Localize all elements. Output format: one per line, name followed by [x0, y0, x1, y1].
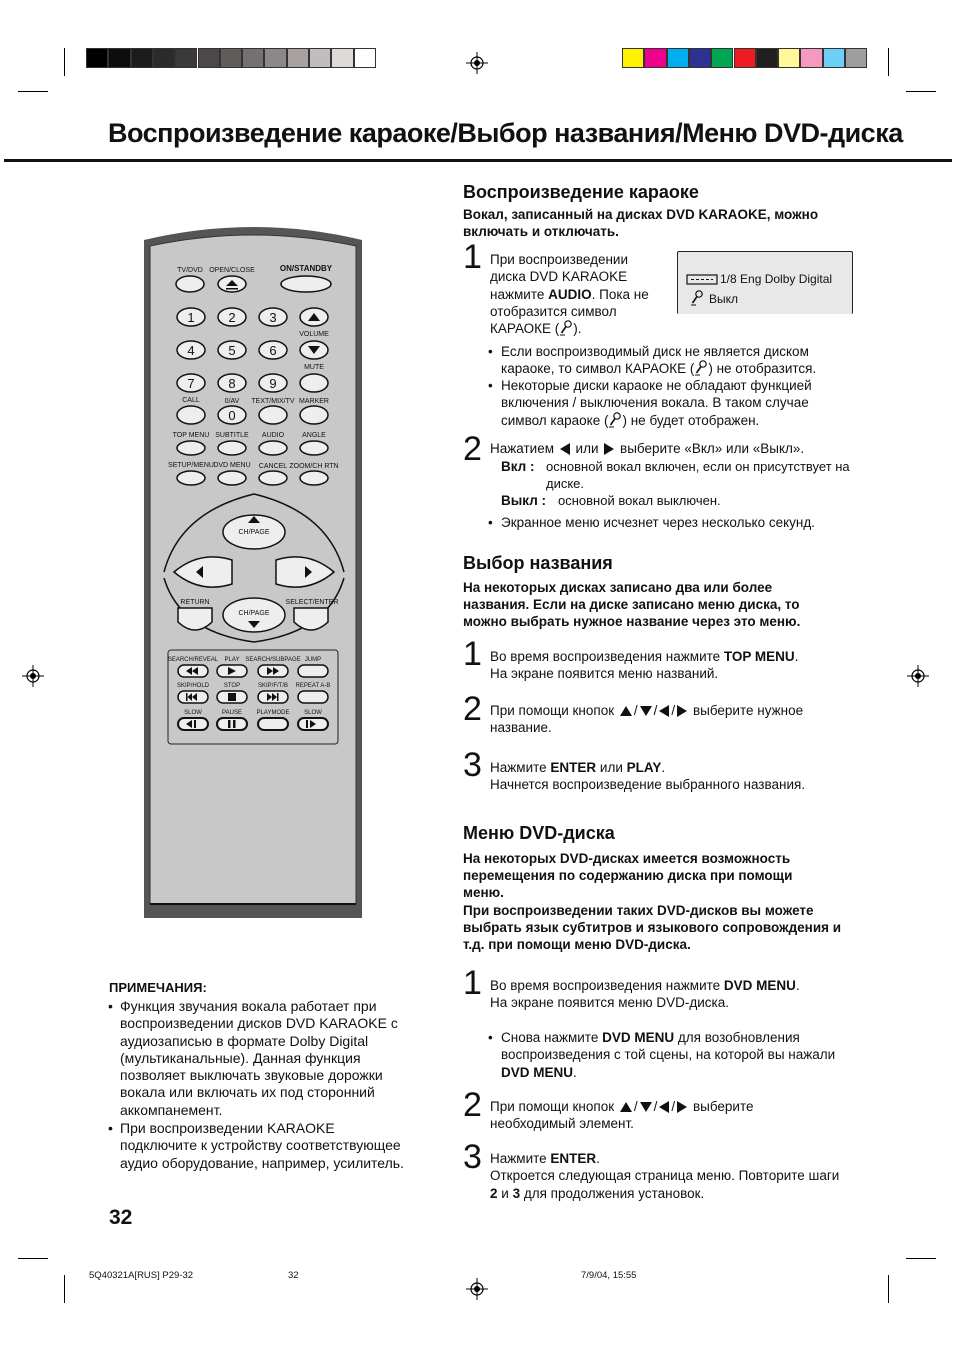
- footer-page: 32: [288, 1270, 299, 1281]
- calibration-swatch: [264, 48, 286, 68]
- dvd-menu-step1-text: Во время воспроизведения нажмите DVD MENU. На экране появится меню DVD-диска.: [490, 978, 800, 1011]
- audio-track-icon: [686, 274, 718, 286]
- slow-rev-button: [178, 718, 208, 730]
- pause-label: PAUSE: [222, 710, 242, 716]
- on-option-text: основной вокал включен, если он присутствует на диске.: [546, 459, 850, 492]
- digit-2-label: 2: [228, 310, 236, 325]
- digit-1-label: 1: [187, 310, 195, 325]
- calibration-swatch: [354, 48, 376, 68]
- note-item: • При воспроизведении KARAOKE подключите к устройству соответствующее аудио оборудование, например, усилитель.: [108, 1120, 404, 1171]
- down-arrow-icon: [640, 1102, 652, 1112]
- right-arrow-icon: [677, 1101, 687, 1113]
- jump-button: [298, 665, 328, 677]
- karaoke-step1-text: При воспроизведении диска DVD KARAOKE нажмите AUDIO. Пока не отобразится символ КАРАОКЕ ( ).: [490, 252, 649, 337]
- calibration-swatch: [242, 48, 264, 68]
- stop-icon: [228, 693, 236, 701]
- zero-av-label: 0/AV: [224, 398, 240, 405]
- karaoke-heading: Воспроизведение караоке: [463, 182, 699, 202]
- calibration-swatch: [153, 48, 175, 68]
- left-arrow-icon: [659, 705, 669, 717]
- digit-6-label: 6: [269, 343, 277, 358]
- crop-mark: [64, 1275, 65, 1303]
- on-standby-button: [281, 276, 331, 292]
- pause-button: [217, 718, 247, 730]
- footer-date: 7/9/04, 15:55: [581, 1270, 637, 1281]
- registration-mark-icon: [466, 1278, 488, 1300]
- top-menu-button: [177, 441, 205, 455]
- calibration-swatch: [198, 48, 220, 68]
- crop-mark: [906, 1258, 936, 1259]
- off-option-text: основной вокал выключен.: [558, 493, 721, 508]
- audio-button: [259, 441, 287, 455]
- dvd-menu-bullet: • Снова нажмите DVD MENU для возобновления воспроизведения с той сцены, на которой вы нажали DVD MENU.: [488, 1030, 836, 1080]
- setup-menu-button: [177, 471, 205, 485]
- slow-fwd-label: SLOW: [304, 710, 322, 716]
- crop-mark: [906, 91, 936, 92]
- ch-page-up-label: CH/PAGE: [238, 529, 270, 536]
- karaoke-bullet-1: • Если воспроизводимый диск не является диском караоке, то символ КАРАОКЕ ( ) не отобразится.: [488, 344, 817, 377]
- skip-hold-label: SKIP/HOLD: [176, 683, 210, 689]
- dvd-menu-heading: Меню DVD-диска: [463, 823, 615, 843]
- zoom-ch-rtn-button: [300, 471, 328, 485]
- digit-8-label: 8: [228, 376, 236, 391]
- karaoke-mic-icon: [694, 360, 708, 376]
- step-number: 2: [463, 430, 482, 468]
- calibration-swatch: [667, 48, 689, 68]
- crop-mark: [64, 48, 65, 76]
- karaoke-mic-icon: [559, 320, 573, 336]
- up-arrow-icon: [620, 706, 632, 716]
- right-arrow-icon: [604, 443, 614, 455]
- ch-page-down-label: CH/PAGE: [238, 610, 270, 617]
- repeat-ab-label: REPEAT A-B: [295, 683, 331, 689]
- karaoke-bullet-2: • Некоторые диски караоке не обладают функцией включения / выключения вокала. В таком случае символ караоке ( ) не будет отображен.: [488, 378, 812, 428]
- calibration-swatch: [287, 48, 309, 68]
- right-arrow-icon: [677, 705, 687, 717]
- on-option-label: Вкл :: [501, 459, 535, 474]
- zoom-ch-rtn-label: ZOOM/CH RTN: [289, 463, 339, 470]
- registration-mark-icon: [907, 665, 929, 687]
- digit-5-label: 5: [228, 343, 236, 358]
- return-button: [178, 608, 212, 630]
- calibration-swatch: [86, 48, 108, 68]
- cancel-button: [259, 471, 287, 485]
- osd-karaoke-status: Выкл: [709, 292, 739, 306]
- karaoke-mic-icon: [690, 290, 704, 306]
- karaoke-step2-text: Нажатием или выберите «Вкл» или «Выкл».: [490, 441, 805, 456]
- title-select-heading: Выбор названия: [463, 553, 613, 573]
- digit-9-label: 9: [269, 376, 277, 391]
- mute-button: [300, 374, 328, 392]
- angle-label: ANGLE: [302, 432, 326, 439]
- audio-label: AUDIO: [261, 432, 285, 439]
- search-reveal-label: SEARCH/REVEAL: [167, 657, 219, 663]
- note-item: • Функция звучания вокала работает при воспроизведении дисков DVD KARAOKE с аудиозаписью в формате Dolby Digital (мультиканальные). Данная функция позволяет выключать звуковые дорожки вокала или включать их под сторонний аккомпанемент.: [108, 998, 398, 1118]
- mute-label: MUTE: [304, 364, 324, 371]
- marker-button: [300, 406, 328, 424]
- digit-4-label: 4: [187, 343, 195, 358]
- calibration-swatch: [175, 48, 197, 68]
- crop-mark: [888, 48, 889, 76]
- crop-mark: [18, 1258, 48, 1259]
- karaoke-intro: Вокал, записанный на дисках DVD KARAOKE, можно включать и отключать.: [463, 207, 819, 239]
- title-select-step3-text: Нажмите ENTER или PLAY. Начнется воспроизведение выбранного названия.: [490, 760, 806, 793]
- calibration-swatch: [644, 48, 666, 68]
- calibration-swatch: [734, 48, 756, 68]
- step-number: 1: [463, 964, 482, 1002]
- playmode-button: [258, 718, 288, 730]
- jump-label: JUMP: [304, 657, 322, 663]
- up-arrow-icon: [620, 1102, 632, 1112]
- calibration-swatch: [800, 48, 822, 68]
- calibration-swatch: [220, 48, 242, 68]
- on-standby-label: ON/STANDBY: [279, 264, 333, 273]
- title-select-step1-text: Во время воспроизведения нажмите TOP MENU. На экране появится меню названий.: [490, 649, 799, 682]
- down-arrow-icon: [640, 706, 652, 716]
- calibration-swatch: [622, 48, 644, 68]
- calibration-swatch: [778, 48, 800, 68]
- karaoke-bullet-3: • Экранное меню исчезнет через несколько секунд.: [488, 515, 816, 530]
- crop-mark: [18, 91, 48, 92]
- step-number: 3: [463, 1138, 482, 1176]
- page-title: Воспроизведение караоке/Выбор названия/Меню DVD-диска: [108, 118, 903, 148]
- dvd-menu-label: DVD MENU: [213, 462, 251, 469]
- text-mix-tv-button: [259, 406, 287, 424]
- play-label: PLAY: [224, 657, 240, 663]
- subtitle-button: [218, 441, 246, 455]
- crop-mark: [888, 1275, 889, 1303]
- calibration-swatch: [131, 48, 153, 68]
- slow-rev-label: SLOW: [184, 710, 202, 716]
- tv-dvd-label: TV/DVD: [177, 267, 203, 274]
- step-number: 2: [463, 1086, 482, 1124]
- dvd-menu-intro-1: На некоторых DVD-дисках имеется возможность перемещения по содержанию диска при помощи меню.: [463, 851, 793, 900]
- dvd-menu-intro-2: При воспроизведении таких DVD-дисков вы можете выбрать язык субтитров и языкового сопровождения и т.д. при помощи меню DVD-диска.: [463, 903, 842, 952]
- calibration-swatch: [108, 48, 130, 68]
- stop-label: STOP: [223, 683, 241, 689]
- call-button: [177, 406, 205, 424]
- footer-file-info: 5Q40321A[RUS] P29-32: [89, 1270, 194, 1281]
- playmode-label: PLAYMODE: [256, 710, 290, 716]
- title-select-step2-text: При помощи кнопок / / / выберите нужное название.: [490, 703, 804, 736]
- step-number: 3: [463, 746, 482, 784]
- page-number: 32: [109, 1206, 133, 1229]
- top-menu-label: TOP MENU: [172, 432, 210, 439]
- dvd-menu-step2-text: При помощи кнопок / / / выберите необходимый элемент.: [490, 1099, 754, 1132]
- karaoke-mic-icon: [608, 412, 622, 428]
- calibration-swatch: [823, 48, 845, 68]
- calibration-swatch: [756, 48, 778, 68]
- volume-label: VOLUME: [299, 331, 329, 338]
- open-close-label: OPEN/CLOSE: [209, 267, 255, 274]
- setup-menu-label: SETUP/MENU: [168, 462, 214, 469]
- tv-dvd-button: [176, 276, 204, 292]
- notes-title: ПРИМЕЧАНИЯ:: [109, 980, 207, 995]
- calibration-swatch: [309, 48, 331, 68]
- step-number: 2: [463, 690, 482, 728]
- select-enter-label: SELECT/ENTER: [285, 599, 339, 606]
- dvd-menu-step3-text: Нажмите ENTER. Откроется следующая страница меню. Повторите шаги 2 и 3 для продолжения установок.: [490, 1151, 840, 1201]
- off-option-label: Выкл :: [501, 493, 547, 508]
- calibration-swatch: [331, 48, 353, 68]
- skip-ftb-label: SKIP/F/T/B: [257, 683, 289, 689]
- osd-audio-info: 1/8 Eng Dolby Digital: [720, 272, 833, 286]
- digit-0-label: 0: [228, 408, 236, 423]
- on-screen-display-box: [677, 251, 853, 314]
- marker-label: MARKER: [299, 398, 329, 405]
- angle-button: [300, 441, 328, 455]
- digit-3-label: 3: [269, 310, 277, 325]
- select-enter-button: [294, 608, 328, 630]
- step-number: 1: [463, 635, 482, 673]
- calibration-swatch: [845, 48, 867, 68]
- registration-mark-icon: [22, 665, 44, 687]
- title-select-intro: На некоторых дисках записано два или более названия. Если на диске записано меню диска, то можно выбрать нужное название через это меню.: [463, 580, 801, 629]
- call-label: CALL: [182, 397, 200, 404]
- search-subpage-label: SEARCH/SUBPAGE: [245, 657, 301, 663]
- left-arrow-icon: [659, 1101, 669, 1113]
- calibration-swatch: [689, 48, 711, 68]
- return-label: RETURN: [180, 599, 210, 606]
- text-mix-tv-label: TEXT/MIX/TV: [251, 398, 295, 405]
- step-number: 1: [463, 238, 482, 276]
- cancel-label: CANCEL: [258, 463, 288, 470]
- calibration-swatch: [711, 48, 733, 68]
- subtitle-label: SUBTITLE: [215, 432, 249, 439]
- title-divider: [4, 159, 952, 162]
- left-arrow-icon: [560, 443, 570, 455]
- repeat-ab-button: [298, 691, 328, 703]
- registration-mark-icon: [466, 52, 488, 74]
- remote-control-illustration: [140, 222, 368, 922]
- digit-7-label: 7: [187, 376, 195, 391]
- dvd-menu-button: [218, 471, 246, 485]
